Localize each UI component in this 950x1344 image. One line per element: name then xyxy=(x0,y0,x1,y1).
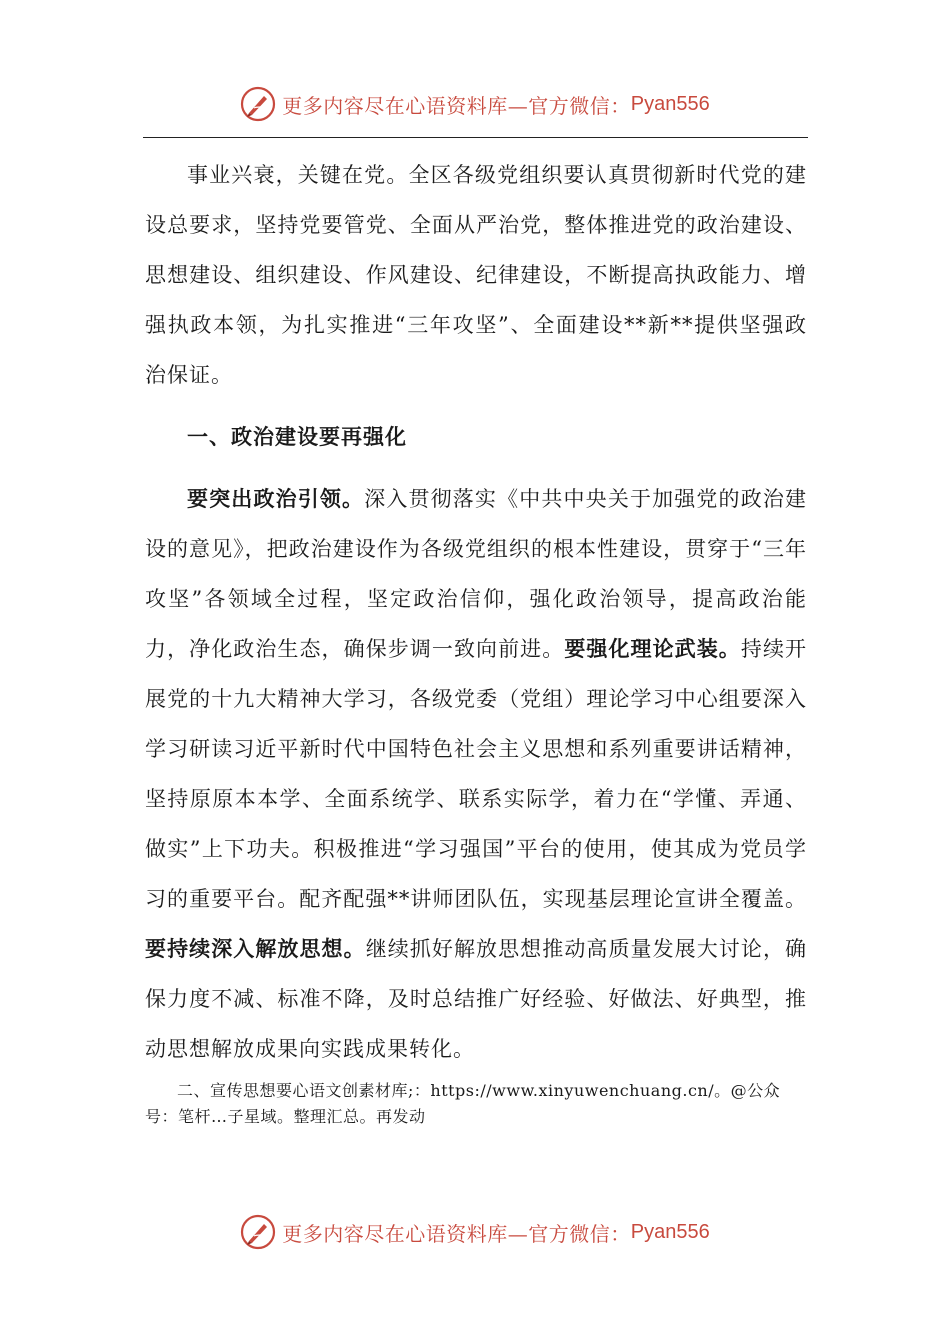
lead-theory-armament: 要强化理论武装。 xyxy=(564,637,741,661)
pen-logo-icon xyxy=(240,86,276,122)
document-body xyxy=(145,150,807,1130)
intro-paragraph: 事业兴衰，关键在党。全区各级党组织要认真贯彻新时代党的建设总要求，坚持党要管党、全面从严治党，整体推进党的政治建设、思想建设、组织建设、作风建设、纪律建设，不断提高执政能力、增强执政本领，为扎实推进“三年攻坚”、全面建设**新**提供坚强政治保证。 xyxy=(145,163,807,387)
footer-banner-text: 更多内容尽在心语资料库—官方微信： xyxy=(282,1221,631,1246)
section2-line: 二、宣传思想要心语文创素材库;：https://www.xinyuwenchuang.cn/。@公众号：笔杆…子星域。整理汇总。再发动 xyxy=(145,1081,781,1126)
header-wechat-id: Pyan556 xyxy=(630,92,710,115)
section1-paragraph xyxy=(145,474,807,1074)
text-emancipate-mind: 继续抓好解放思想推动高质量发展大讨论，确保力度不减、标准不降，及时总结推广好经验、好做法、好典型，推动思想解放成果向实践成果转化。 xyxy=(145,937,808,1061)
section1-heading: 一、政治建设要再强化 xyxy=(187,425,407,449)
footer-banner xyxy=(0,1210,950,1254)
text-theory-armament: 持续开展党的十九大精神大学习，各级党委（党组）理论学习中心组要深入学习研读习近平新时代中国特色社会主义思想和系列重要讲话精神，坚持原原本本学、全面系统学、联系实际学，着力在“学懂、弄通、做实”上下功夫。积极推进“学习强国”平台的使用，使其成为党员学习的重要平台。配齐配强**讲师团队伍，实现基层理论宣讲全覆盖。 xyxy=(145,637,808,911)
header-divider xyxy=(143,137,808,138)
text-political-guidance: 深入贯彻落实《中共中央关于加强党的政治建设的意见》，把政治建设作为各级党组织的根本性建设，贯穿于“三年攻坚”各领域全过程，坚定政治信仰，强化政治领导，提高政治能力，净化政治生态，确保步调一致向前进。 xyxy=(145,487,808,661)
header-banner xyxy=(0,82,950,126)
header-banner-text: 更多内容尽在心语资料库—官方微信： xyxy=(282,93,631,118)
lead-emancipate-mind: 要持续深入解放思想。 xyxy=(145,937,366,961)
pen-logo-icon xyxy=(240,1214,276,1250)
lead-political-guidance: 要突出政治引领。 xyxy=(187,487,365,511)
footer-wechat-id: Pyan556 xyxy=(630,1220,710,1243)
